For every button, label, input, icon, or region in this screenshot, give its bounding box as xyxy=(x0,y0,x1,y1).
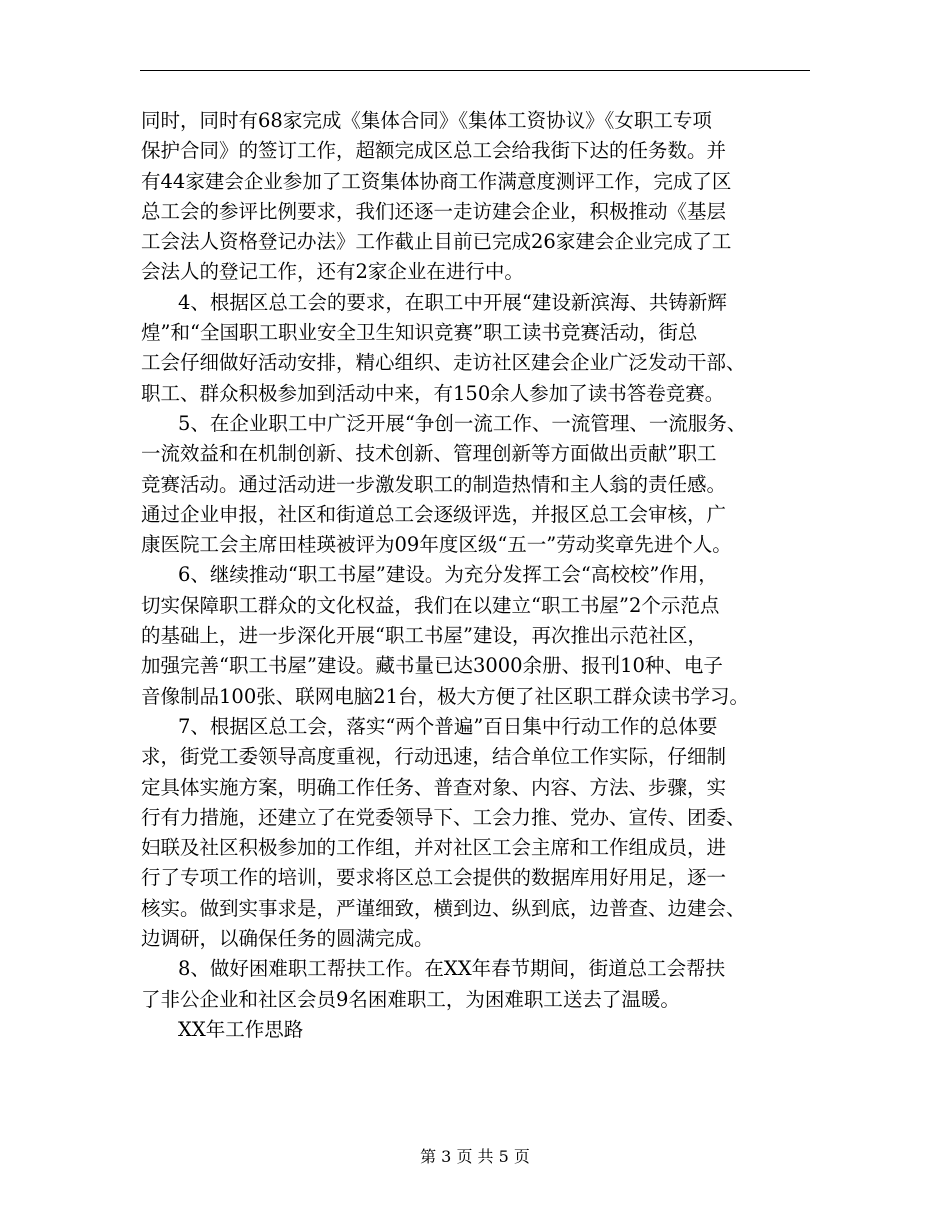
text-line: 的基础上，进一步深化开展“职工书屋”建设，再次推出示范社区， xyxy=(141,624,707,648)
text-line: 有44家建会企业参加了工资集体协商工作满意度测评工作，完成了区 xyxy=(141,169,732,193)
text-line: 煌”和“全国职工职业安全卫生知识竞赛”职工读书竞赛活动，街总 xyxy=(141,321,698,345)
header-rule xyxy=(140,70,810,71)
text-line: 工会仔细做好活动安排，精心组织、走访社区建会企业广泛发动干部、 xyxy=(141,351,746,375)
text-line: 行了专项工作的培训，要求将区总工会提供的数据库用好用足，逐一 xyxy=(141,866,727,890)
page-number-footer: 第 3 页 共 5 页 xyxy=(420,1147,530,1166)
paragraph-start-line: 6、继续推动“职工书屋”建设。为充分发挥工会“高校校”作用， xyxy=(178,563,718,587)
paragraph-start-line: 7、根据区总工会，落实“两个普遍”百日集中行动工作的总体要 xyxy=(178,714,718,738)
section-heading: XX年工作思路 xyxy=(178,1017,304,1041)
text-line: 边调研，以确保任务的圆满完成。 xyxy=(141,927,434,951)
text-line: 了非公企业和社区会员9名困难职工，为困难职工送去了温暖。 xyxy=(141,987,680,1011)
paragraph-start-line: 8、做好困难职工帮扶工作。在XX年春节期间，街道总工会帮扶 xyxy=(178,957,726,981)
text-line: 音像制品100张、联网电脑21台，极大方便了社区职工群众读书学习。 xyxy=(141,684,750,708)
text-line: 求，街党工委领导高度重视，行动迅速，结合单位工作实际，仔细制 xyxy=(141,745,727,769)
text-line: 核实。做到实事求是，严谨细致，横到边、纵到底，边普查、边建会、 xyxy=(141,896,746,920)
text-line: 妇联及社区积极参加的工作组，并对社区工会主席和工作组成员，进 xyxy=(141,836,727,860)
text-line: 总工会的参评比例要求，我们还逐一走访建会企业，积极推动《基层 xyxy=(141,199,727,223)
text-line: 竞赛活动。通过活动进一步激发职工的制造热情和主人翁的责任感。 xyxy=(141,472,727,496)
text-line: 一流效益和在机制创新、技术创新、管理创新等方面做出贡献”职工 xyxy=(141,442,717,466)
text-line: 定具体实施方案，明确工作任务、普查对象、内容、方法、步骤，实 xyxy=(141,775,727,799)
text-line: 工会法人资格登记办法》工作截止目前已完成26家建会企业完成了工 xyxy=(141,230,732,254)
text-line: 切实保障职工群众的文化权益，我们在以建立“职工书屋”2个示范点 xyxy=(141,593,720,617)
text-line: 保护合同》的签订工作，超额完成区总工会给我街下达的任务数。并 xyxy=(141,139,727,163)
text-line: 加强完善“职工书屋”建设。藏书量已达3000余册、报刊10种、电子 xyxy=(141,654,723,678)
text-line: 行有力措施，还建立了在党委领导下、工会力推、党办、宣传、团委、 xyxy=(141,805,746,829)
text-line: 康医院工会主席田桂瑛被评为09年度区级“五一”劳动奖章先进个人。 xyxy=(141,533,732,557)
body-text xyxy=(141,106,831,1045)
text-line: 会法人的登记工作，还有2家企业在进行中。 xyxy=(141,260,524,284)
paragraph-start-line: 5、在企业职工中广泛开展“争创一流工作、一流管理、一流服务、 xyxy=(178,411,747,435)
text-line: 通过企业申报，社区和街道总工会逐级评选，并报区总工会审核，广 xyxy=(141,502,727,526)
text-line: 职工、群众积极参加到活动中来，有150余人参加了读书答卷竞赛。 xyxy=(141,381,725,405)
text-line: 同时，同时有68家完成《集体合同》《集体工资协议》《女职工专项 xyxy=(141,109,712,132)
paragraph-start-line: 4、根据区总工会的要求，在职工中开展“建设新滨海、共铸新辉 xyxy=(178,290,727,314)
